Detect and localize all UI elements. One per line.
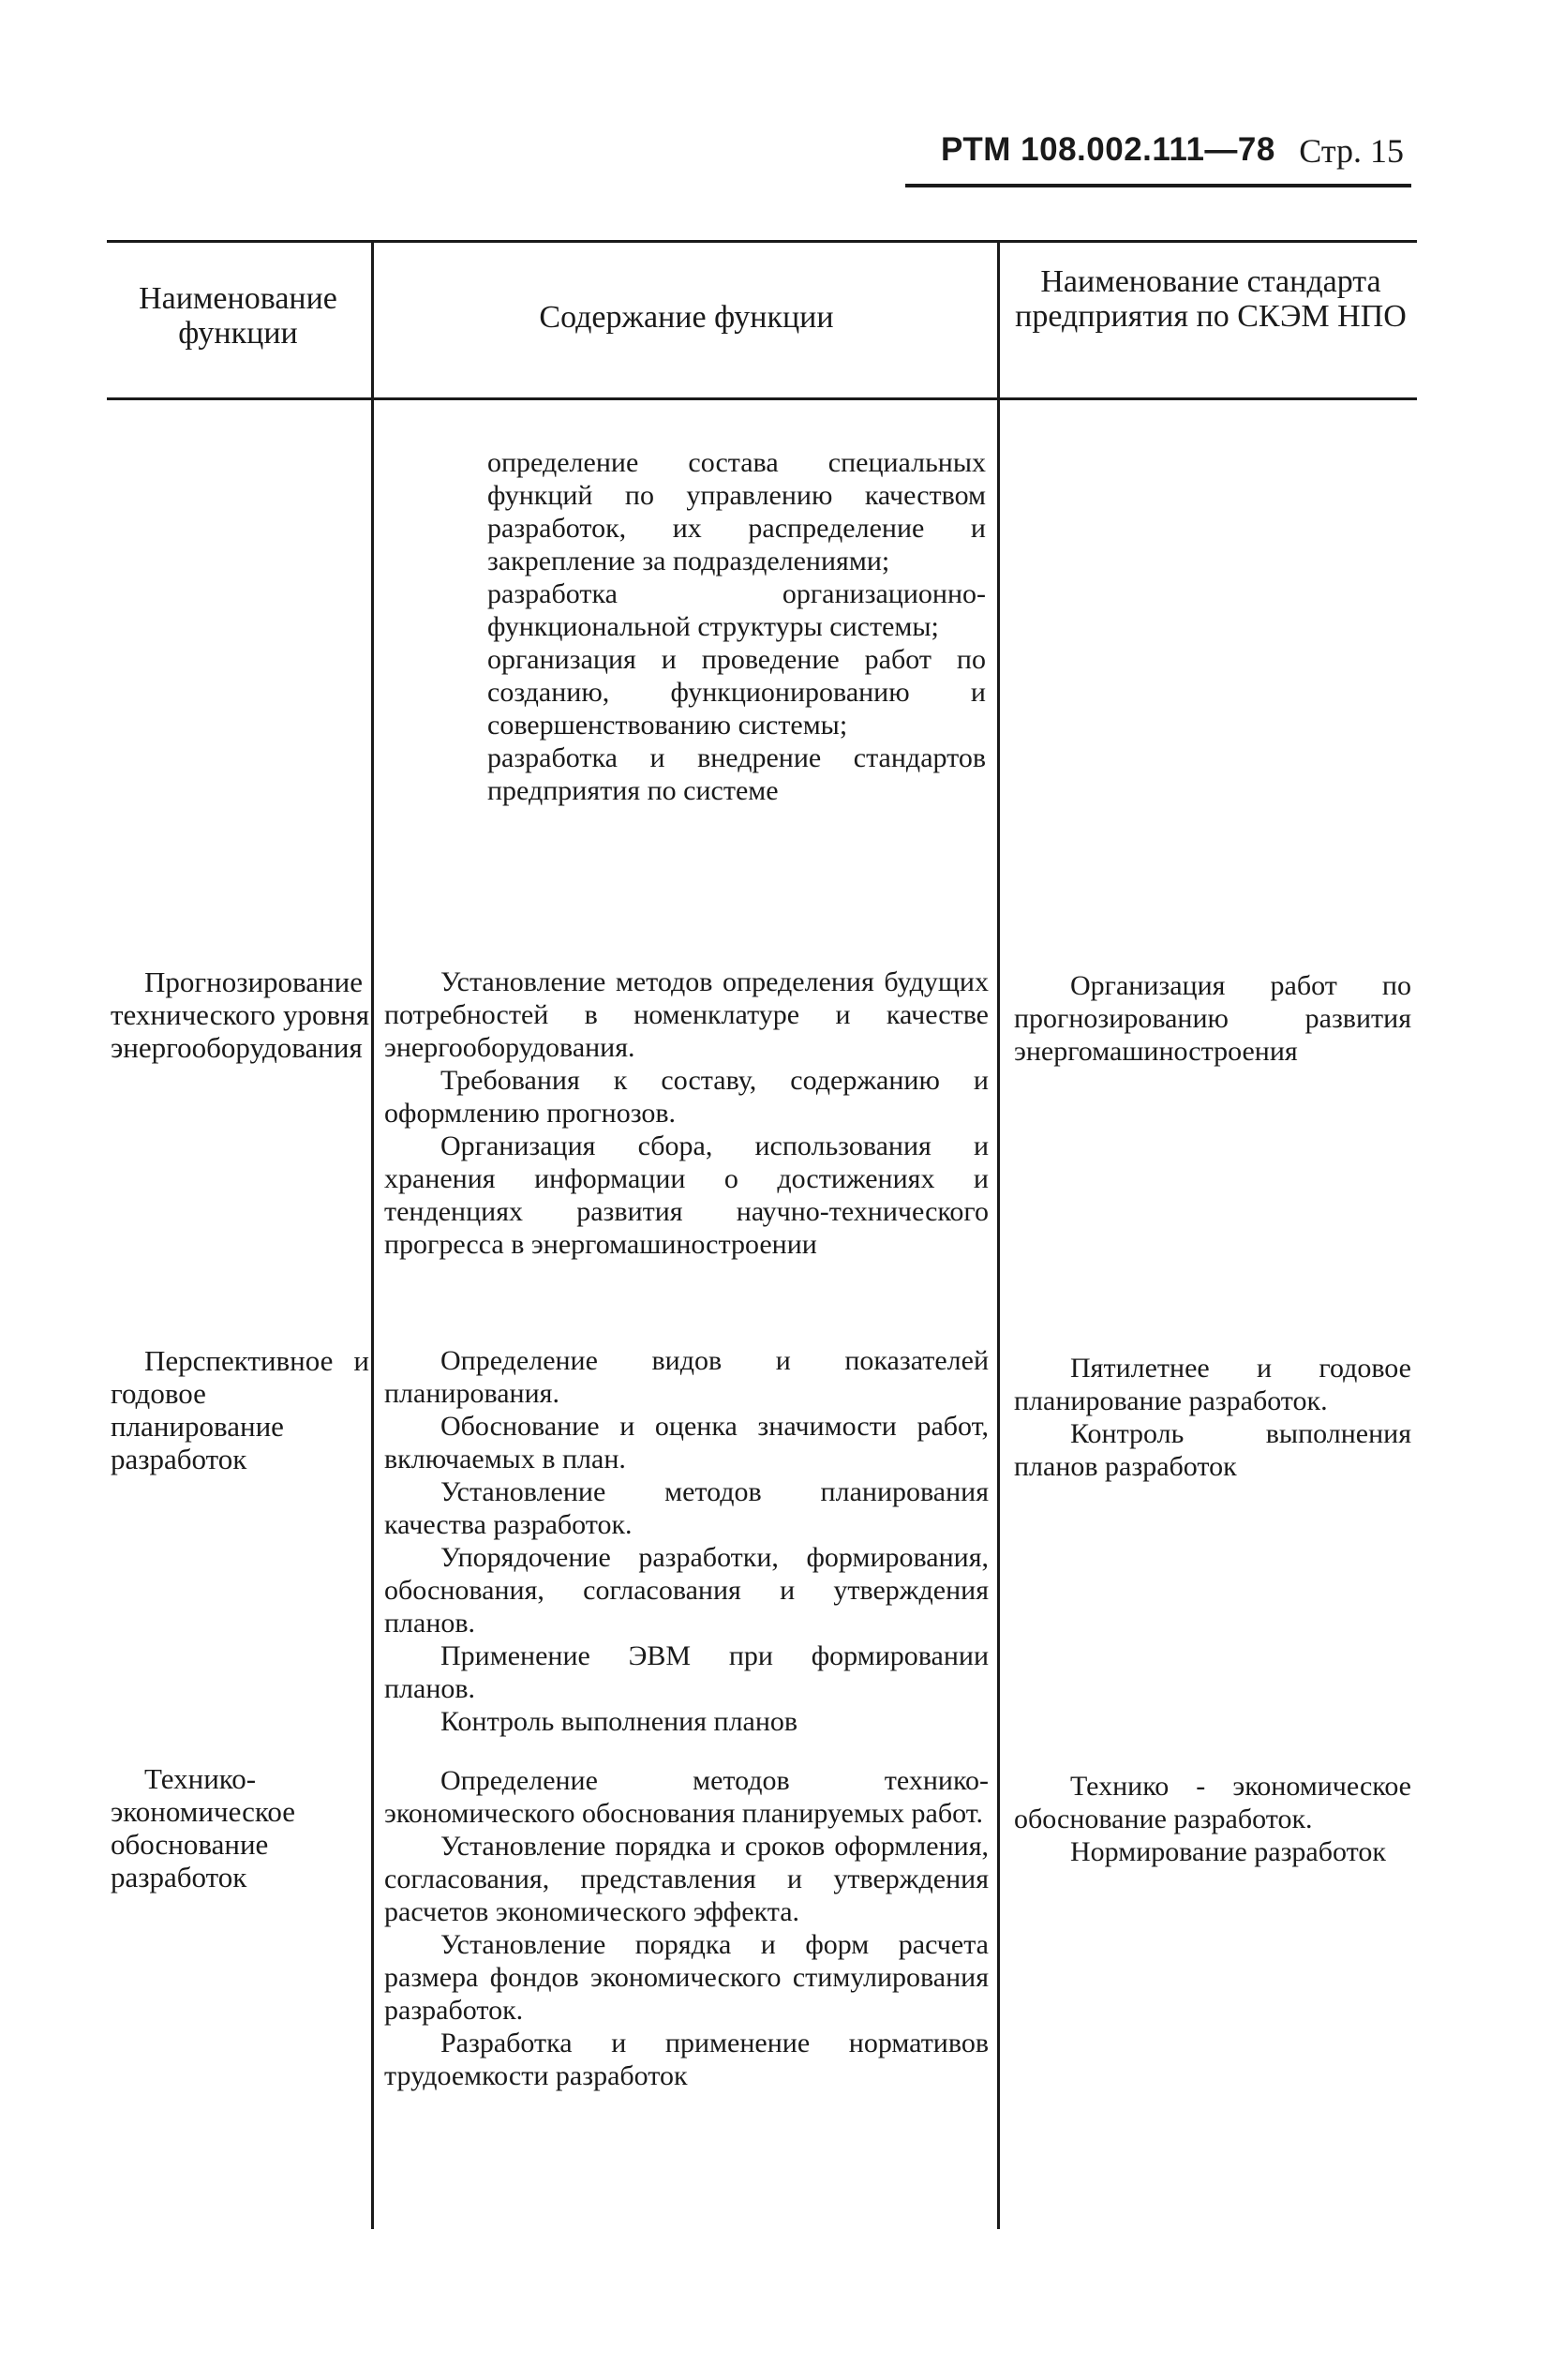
content-paragraph: Организация сбора, использования и хранения информации о достижениях и тенденциях развития научно-технического прогресса в энергомашиностроении	[384, 1130, 989, 1260]
continuation-content-cell	[487, 446, 986, 807]
standard-name-cell	[1014, 1770, 1411, 1868]
content-paragraph: Определение видов и показателей планирования.	[384, 1345, 989, 1409]
content-paragraph: Установление методов определения будущих потребностей в номенклатуре и качестве энергооборудования.	[384, 966, 989, 1063]
standard-paragraph: Контроль выполнения планов разработок	[1014, 1418, 1411, 1482]
content-paragraph: Определение методов технико-экономического обоснования планируемых работ.	[384, 1765, 989, 1829]
document-code: РТМ 108.002.111—78	[941, 131, 1275, 168]
column-header-function-name: Наименование функции	[139, 281, 337, 351]
content-paragraph: Установление порядка и сроков оформления, согласования, представления и утверждения расчетов экономического эффекта.	[384, 1831, 989, 1927]
function-name-cell: Технико-экономическое обоснование разработок	[111, 1762, 296, 1894]
column-header-function-content: Содержание функции	[539, 300, 834, 335]
content-paragraph: Обоснование и оценка значимости работ, включаемых в план.	[384, 1411, 989, 1474]
standard-paragraph: Технико - экономическое обоснование разработок.	[1014, 1771, 1411, 1834]
standard-paragraph: Пятилетнее и годовое планирование разработок.	[1014, 1353, 1411, 1416]
column-divider-1	[371, 242, 374, 2229]
page-header	[905, 131, 1411, 187]
content-paragraph: Применение ЭВМ при формировании планов.	[384, 1640, 989, 1704]
standard-paragraph: Организация работ по прогнозированию развития энергомашиностроения	[1014, 970, 1411, 1067]
function-content-cell	[384, 965, 989, 1261]
content-paragraph: Контроль выполнения планов	[440, 1706, 798, 1737]
standard-paragraph: Нормирование разработок	[1070, 1836, 1386, 1867]
content-paragraph: Требования к составу, содержанию и оформлению прогнозов.	[384, 1065, 989, 1129]
function-name-cell: Прогнозирование технического уровня энергооборудования	[111, 965, 369, 1064]
content-paragraph: разработка организационно-функциональной структуры системы;	[487, 578, 986, 642]
content-paragraph: Установление порядка и форм расчета размера фондов экономического стимулирования разработок.	[384, 1929, 989, 2026]
function-name-cell: Перспективное и годовое планирование разработок	[111, 1344, 369, 1475]
content-paragraph: Упорядочение разработки, формирования, обоснования, согласования и утверждения планов.	[384, 1542, 989, 1639]
function-content-cell	[384, 1344, 989, 1738]
content-paragraph: организация и проведение работ по созданию, функционированию и совершенствованию системы;	[487, 644, 986, 741]
table-header-rule	[107, 397, 1417, 400]
column-header-standard-name: Наименование стандарта предприятия по СКЭМ НПО	[1015, 264, 1407, 334]
content-paragraph: определение состава специальных функций по управлению качеством разработок, их распределение и закрепление за подразделениями;	[487, 447, 986, 576]
content-paragraph: Разработка и применение нормативов трудоемкости разработок	[384, 2028, 989, 2091]
standard-name-cell	[1014, 1352, 1411, 1483]
content-paragraph: Установление методов планирования качества разработок.	[384, 1476, 989, 1540]
page-number: Стр. 15	[1299, 132, 1404, 170]
content-paragraph: разработка и внедрение стандартов предприятия по системе	[487, 742, 986, 806]
function-content-cell	[384, 1764, 989, 2092]
column-divider-2	[997, 242, 1000, 2229]
table-top-rule	[107, 240, 1417, 243]
standard-name-cell	[1014, 969, 1411, 1068]
